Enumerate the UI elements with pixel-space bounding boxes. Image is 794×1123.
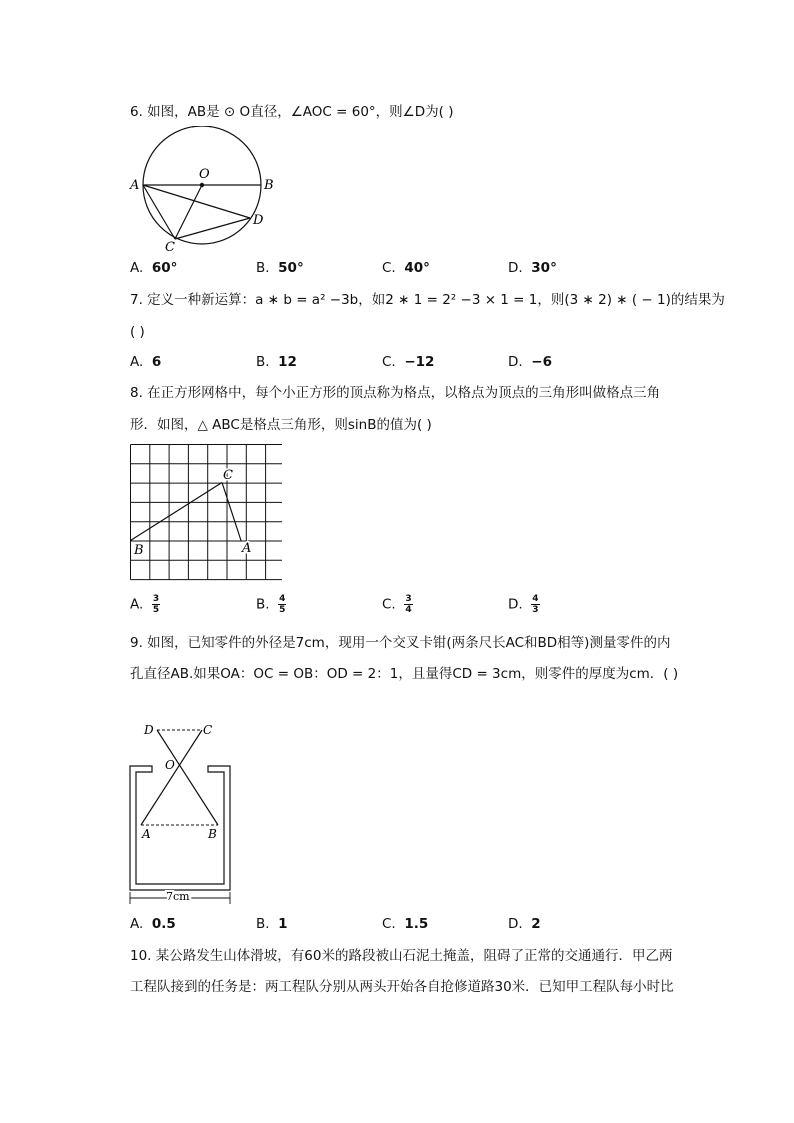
label-o: O (199, 167, 210, 182)
q9-option-c[interactable]: C. 1.5 (382, 916, 429, 932)
center-point (200, 183, 204, 187)
label-a: A (242, 541, 252, 556)
segment-oc (175, 185, 202, 239)
q9-stem-line2: 孔直径AB.如果OA：OC = OB：OD = 2：1，且量得CD = 3cm，则零件的厚度为cm．( ) (130, 666, 679, 682)
label-c: C (165, 240, 175, 255)
fraction: $\frac{3}{5}$ (152, 594, 160, 615)
label-b: B (208, 827, 217, 841)
q9-option-d[interactable]: D. 2 (508, 916, 541, 932)
fraction: $\frac{3}{4}$ (405, 594, 412, 615)
label-c: C (203, 723, 213, 737)
q7-option-b[interactable]: B. 12 (256, 354, 297, 370)
label-d: D (144, 723, 154, 737)
label-o: O (165, 758, 175, 772)
q8-grid-figure (128, 442, 282, 582)
segment-bc (131, 483, 223, 541)
grid-lines (131, 445, 283, 580)
q6-option-b[interactable]: B. 50° (256, 260, 304, 276)
q8-stem-line2: 形．如图，△ ABC是格点三角形，则sinB的值为( ) (130, 417, 432, 433)
q8-option-d[interactable]: D. $\frac{4}{3}$ (508, 594, 539, 615)
segment-ca (222, 483, 241, 541)
q8-option-a[interactable]: A. $\frac{3}{5}$ (130, 594, 160, 615)
label-a: A (142, 827, 151, 841)
arm-ac (141, 730, 202, 825)
q10-stem-line1: 10. 某公路发生山体滑坡，有60米的路段被山石泥土掩盖，阻碍了正常的交通通行．甲乙两 (130, 948, 673, 964)
q6-circle-figure (124, 126, 284, 256)
q8-option-c[interactable]: C. $\frac{3}{4}$ (382, 594, 412, 615)
label-width: 7cm (166, 890, 190, 903)
q8-stem-line1: 8. 在正方形网格中，每个小正方形的顶点称为格点，以格点为顶点的三角形叫做格点三角 (130, 385, 661, 401)
fraction: $\frac{4}{5}$ (279, 594, 286, 615)
q6-stem: 6. 如图，AB是 ⊙ O直径，∠AOC = 60°，则∠D为( ) (130, 104, 454, 120)
label-c: C (223, 468, 233, 483)
label-b: B (264, 178, 274, 193)
arm-bd (157, 730, 218, 825)
q8-option-b[interactable]: B. $\frac{4}{5}$ (256, 594, 286, 615)
q10-stem-line2: 工程队接到的任务是：两工程队分别从两头开始各自抢修道路30米．已知甲工程队每小时比 (130, 979, 674, 995)
q7-option-c[interactable]: C. −12 (382, 354, 435, 370)
q9-stem-line1: 9. 如图，已知零件的外径是7cm，现用一个交叉卡钳(两条尺长AC和BD相等)测量零件的内 (130, 635, 671, 651)
q7-stem-line1: 7. 定义一种新运算：a ∗ b = a² −3b，如2 ∗ 1 = 2² −3 × 1 = 1，则(3 ∗ 2) ∗ ( − 1)的结果为 (130, 292, 725, 308)
q6-option-d[interactable]: D. 30° (508, 260, 557, 276)
q6-option-c[interactable]: C. 40° (382, 260, 430, 276)
q7-option-a[interactable]: A. 6 (130, 354, 162, 370)
q7-option-d[interactable]: D. −6 (508, 354, 552, 370)
label-a: A (130, 178, 140, 193)
segment-cd (175, 218, 250, 239)
q7-stem-line2: ( ) (130, 324, 145, 340)
q6-option-a[interactable]: A. 60° (130, 260, 178, 276)
fraction: $\frac{4}{3}$ (532, 594, 539, 615)
label-b: B (134, 543, 144, 558)
label-d: D (253, 213, 264, 228)
q9-option-b[interactable]: B. 1 (256, 916, 288, 932)
q9-caliper-figure (124, 718, 240, 908)
q9-option-a[interactable]: A. 0.5 (130, 916, 176, 932)
